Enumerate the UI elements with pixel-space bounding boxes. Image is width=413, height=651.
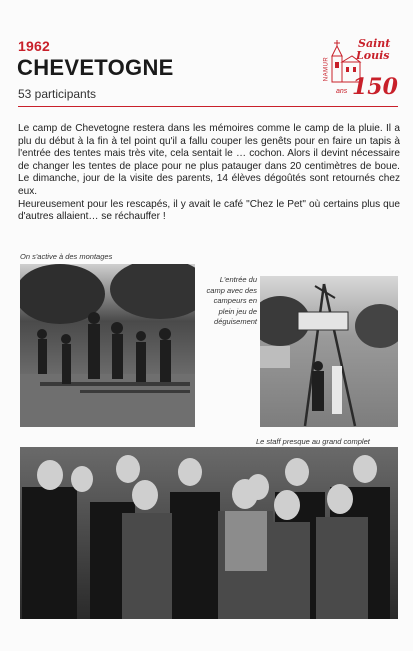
logo-ans: ans <box>336 88 348 95</box>
article-paragraph-2: Heureusement pour les rescapés, il y avait le café "Chez le Pet" où certains plus que d'autres allaient… se réchauffer ! <box>18 198 400 223</box>
logo-saint: Saint <box>358 37 391 50</box>
year-heading: 1962 <box>18 38 50 54</box>
logo-number: 150 <box>352 74 398 100</box>
logo-louis: Louis <box>356 49 390 62</box>
photo1-caption: On s'active à des montages <box>20 252 113 261</box>
photo3-caption: Le staff presque au grand complet <box>256 437 370 446</box>
header-divider <box>18 106 398 107</box>
page-title: CHEVETOGNE <box>17 55 174 80</box>
photo2-caption: L'entrée du camp avec des campeurs en plein jeu de déguisement <box>206 275 257 326</box>
article-body <box>18 123 400 224</box>
saint-louis-150-logo <box>322 36 400 102</box>
participants-count: 53 participants <box>18 87 97 101</box>
photo-camp-entrance <box>260 276 398 427</box>
photo-staff-group <box>20 447 398 619</box>
article-paragraph: Le camp de Chevetogne restera dans les mémoires comme le camp de la pluie. Il a plu du début à la fin à tel point qu'il a fallu couper les genêts pour en faire un tapis à l'entrée des tentes mais très vite, cela sentait le … cochon. Alors il devint nécessaire de changer les tentes de place pour ne plus patauger dans 20 centimètres de boue. Le dimanche, jour de la visite des parents, 14 élèves dégoûtés sont retournés chez eux. <box>18 123 400 197</box>
logo-namur: NAMUR <box>323 56 330 82</box>
photo-camp-construction <box>20 264 195 427</box>
